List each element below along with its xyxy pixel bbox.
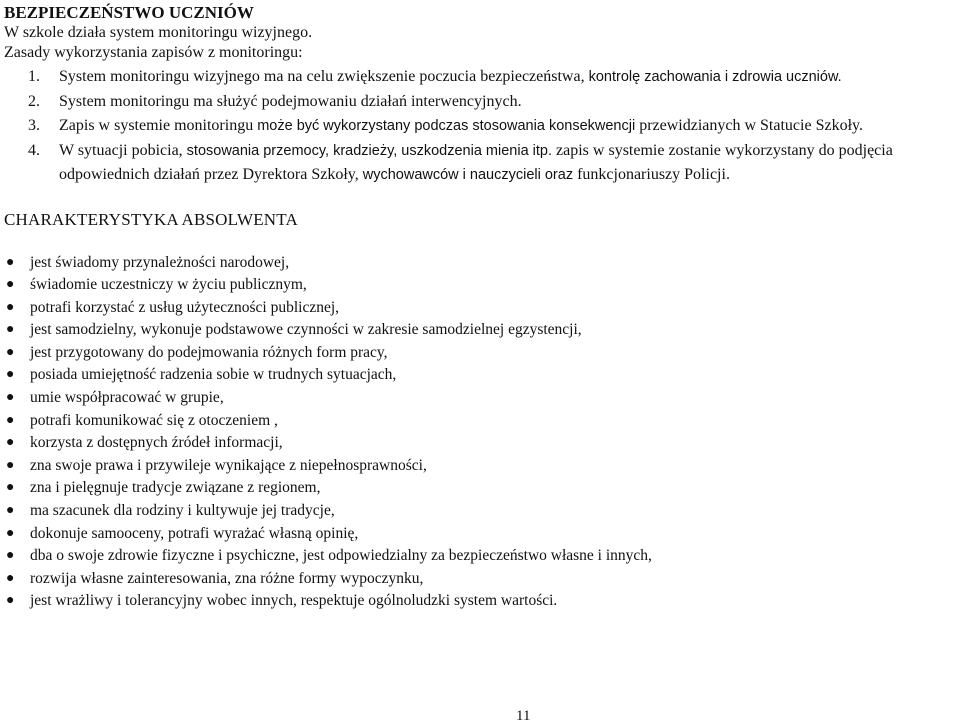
bullet-icon: ●: [6, 367, 15, 383]
safety-title: BEZPIECZEŃSTWO UCZNIÓW: [4, 3, 254, 22]
list-item: [4, 364, 956, 387]
rules-heading: Zasady wykorzystania zapisów z monitoringu:: [4, 44, 303, 61]
rule-item: [4, 90, 956, 115]
trait-text: świadomie uczestniczy w życiu publicznym,: [30, 276, 307, 294]
trait-text: jest przygotowany do podejmowania różnych form pracy,: [30, 343, 388, 361]
list-item: [4, 319, 956, 342]
list-item: [4, 432, 956, 455]
bullet-icon: ●: [6, 457, 15, 473]
bullet-icon: ●: [6, 435, 15, 451]
document-page: [4, 0, 956, 726]
trait-text: umie współpracować w grupie,: [30, 389, 224, 407]
rule-number: 1.: [28, 68, 40, 85]
rule-text-sans: kontrolę zachowania i zdrowia uczniów.: [588, 69, 842, 85]
bullet-icon: ●: [6, 299, 15, 315]
list-item: [4, 342, 956, 365]
bullet-icon: ●: [6, 593, 15, 609]
list-item: [4, 568, 956, 591]
trait-text: zna swoje prawa i przywileje wynikające z niepełnosprawności,: [30, 456, 427, 474]
bullet-icon: ●: [6, 344, 15, 360]
list-item: [4, 455, 956, 478]
bullet-icon: ●: [6, 548, 15, 564]
trait-text: jest wrażliwy i tolerancyjny wobec innych, respektuje ogólnoludzki system wartości.: [30, 592, 558, 610]
bullet-icon: ●: [6, 277, 15, 293]
bullet-icon: ●: [6, 570, 15, 586]
list-item: [4, 274, 956, 297]
list-item: [4, 252, 956, 275]
trait-text: rozwija własne zainteresowania, zna różne formy wypoczynku,: [30, 569, 424, 587]
graduate-title: CHARAKTERYSTYKA ABSOLWENTA: [4, 209, 298, 229]
rule-text: System monitoringu ma służyć podejmowaniu działań interwencyjnych.: [59, 92, 522, 110]
list-item: [4, 297, 956, 320]
bullet-icon: ●: [6, 390, 15, 406]
rule-item: [4, 139, 956, 188]
trait-text: posiada umiejętność radzenia sobie w trudnych sytuacjach,: [30, 366, 397, 384]
rule-text-end: funkcjonariuszy Policji.: [573, 166, 730, 183]
rule-text: W sytuacji pobicia,: [59, 141, 187, 159]
rule-number: 4.: [28, 141, 40, 159]
trait-text: zna i pielęgnuje tradycje związane z regionem,: [30, 479, 321, 497]
bullet-icon: ●: [6, 503, 15, 519]
list-item: [4, 387, 956, 410]
bullet-icon: ●: [6, 412, 15, 428]
rule-text-middle: zapis w systemie zostanie wykorzystany do podjęcia odpowiednich działań przez Dyrektora Szkoły,: [59, 141, 893, 183]
trait-text: potrafi komunikować się z otoczeniem ,: [30, 411, 278, 429]
bullet-icon: ●: [6, 322, 15, 338]
graduate-traits-list: [4, 252, 956, 614]
bullet-icon: ●: [6, 525, 15, 541]
rule-text-sans: stosowania przemocy, kradzieży, uszkodzenia mienia itp.: [186, 142, 553, 159]
rule-item: [4, 65, 956, 90]
page-number: 11: [516, 708, 531, 724]
list-item: [4, 590, 956, 613]
trait-text: dba o swoje zdrowie fizyczne i psychiczne, jest odpowiedzialny za bezpieczeństwo własne i innych,: [30, 547, 652, 565]
rule-number: 3.: [28, 117, 40, 134]
rule-item: [4, 114, 956, 139]
trait-text: dokonuje samooceny, potrafi wyrażać własną opinię,: [30, 524, 359, 542]
rule-text-sans-2: wychowawców i nauczycieli oraz: [362, 167, 574, 183]
rule-text: Zapis w systemie monitoringu: [59, 117, 258, 134]
list-item: [4, 523, 956, 546]
monitoring-rules-list: [4, 65, 956, 188]
rule-text: System monitoringu wizyjnego ma na celu zwiększenie poczucia bezpieczeństwa,: [59, 68, 589, 85]
trait-text: potrafi korzystać z usług użyteczności publicznej,: [30, 298, 340, 316]
trait-text: ma szacunek dla rodziny i kultywuje jej tradycje,: [30, 502, 335, 520]
rule-text-end: przewidzianych w Statucie Szkoły.: [635, 117, 863, 134]
trait-text: jest świadomy przynależności narodowej,: [30, 253, 290, 271]
bullet-icon: ●: [6, 254, 15, 270]
bullet-icon: ●: [6, 480, 15, 496]
rule-text-sans: może być wykorzystany podczas stosowania konsekwencji: [257, 118, 636, 134]
list-item: [4, 410, 956, 433]
monitoring-intro: W szkole działa system monitoringu wizyjnego.: [4, 24, 313, 41]
list-item: [4, 545, 956, 568]
trait-text: korzysta z dostępnych źródeł informacji,: [30, 434, 283, 452]
rule-number: 2.: [28, 92, 40, 110]
list-item: [4, 500, 956, 523]
trait-text: jest samodzielny, wykonuje podstawowe czynności w zakresie samodzielnej egzystencji,: [30, 321, 582, 339]
list-item: [4, 477, 956, 500]
